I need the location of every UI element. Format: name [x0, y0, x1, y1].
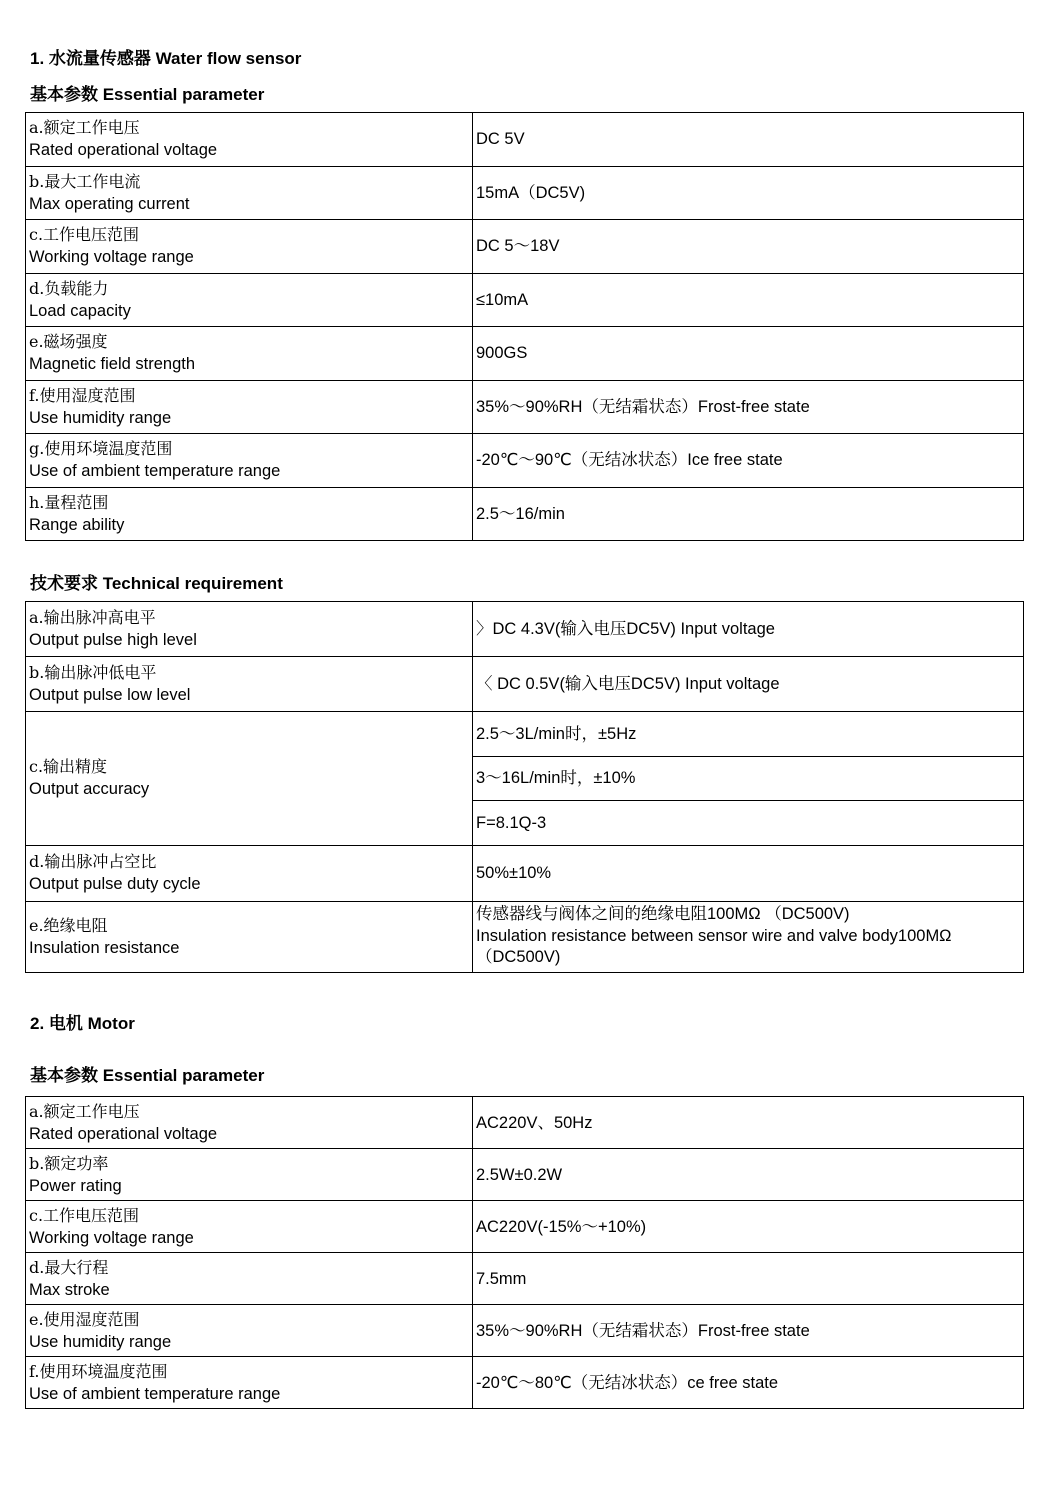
- param-label-cell: f.使用湿度范围 Use humidity range: [26, 380, 473, 434]
- table-row: [26, 602, 1024, 657]
- table-row: [26, 380, 1024, 434]
- param-value-cell: 35%～90%RH（无结霜状态）Frost-free state: [473, 380, 1024, 434]
- param-value-cell: 7.5mm: [473, 1253, 1024, 1305]
- param-label-cell: c.输出精度 Output accuracy: [26, 712, 473, 846]
- param-label-cell: c.工作电压范围 Working voltage range: [26, 220, 473, 274]
- table-row: [26, 220, 1024, 274]
- table-row: [26, 845, 1024, 901]
- param-label-cell: e.绝缘电阻 Insulation resistance: [26, 901, 473, 972]
- param-value-cell: F=8.1Q-3: [473, 801, 1024, 846]
- param-value-cell: 〈 DC 0.5V(输入电压DC5V) Input voltage: [473, 657, 1024, 712]
- param-label-cell: a.额定工作电压 Rated operational voltage: [26, 113, 473, 167]
- param-label-cell: h.量程范围 Range ability: [26, 487, 473, 541]
- param-value-cell: -20℃～80℃（无结冰状态）ce free state: [473, 1357, 1024, 1409]
- table-row: [26, 166, 1024, 220]
- param-value-cell: 3～16L/min时，±10%: [473, 756, 1024, 801]
- param-label-cell: b.最大工作电流 Max operating current: [26, 166, 473, 220]
- param-value-cell: DC 5～18V: [473, 220, 1024, 274]
- param-label-cell: f.使用环境温度范围 Use of ambient temperature range: [26, 1357, 473, 1409]
- param-label-cell: d.负载能力 Load capacity: [26, 273, 473, 327]
- table-row: [26, 327, 1024, 381]
- param-value-cell: 〉DC 4.3V(输入电压DC5V) Input voltage: [473, 602, 1024, 657]
- param-label-cell: b.输出脉冲低电平 Output pulse low level: [26, 657, 473, 712]
- param-label-cell: d.最大行程 Max stroke: [26, 1253, 473, 1305]
- table-row: [26, 1149, 1024, 1201]
- sensor-essential-table: [25, 112, 1024, 541]
- table-row: [26, 273, 1024, 327]
- motor-essential-table: [25, 1096, 1024, 1409]
- table-row: [26, 113, 1024, 167]
- param-label-cell: c.工作电压范围 Working voltage range: [26, 1201, 473, 1253]
- param-value-cell: AC220V(-15%～+10%): [473, 1201, 1024, 1253]
- table-row: [26, 487, 1024, 541]
- param-value-cell: 2.5～16/min: [473, 487, 1024, 541]
- table-row: [26, 1305, 1024, 1357]
- technical-requirement-table: [25, 601, 1024, 973]
- param-label-cell: g.使用环境温度范围 Use of ambient temperature range: [26, 434, 473, 488]
- table-row: [26, 657, 1024, 712]
- table-row: [26, 901, 1024, 972]
- param-label-cell: a.额定工作电压 Rated operational voltage: [26, 1097, 473, 1149]
- section-1-essential-title: 基本参数 Essential parameter: [30, 85, 265, 104]
- param-label-cell: b.额定功率 Power rating: [26, 1149, 473, 1201]
- param-value-cell: -20℃～90℃（无结冰状态）Ice free state: [473, 434, 1024, 488]
- param-value-cell: 900GS: [473, 327, 1024, 381]
- param-label-cell: a.输出脉冲高电平 Output pulse high level: [26, 602, 473, 657]
- technical-requirement-title: 技术要求 Technical requirement: [30, 574, 283, 593]
- table-row: [26, 712, 1024, 757]
- param-value-cell: 2.5W±0.2W: [473, 1149, 1024, 1201]
- param-value-cell: 2.5～3L/min时，±5Hz: [473, 712, 1024, 757]
- param-value-cell: 35%～90%RH（无结霜状态）Frost-free state: [473, 1305, 1024, 1357]
- section-1-title: 1. 水流量传感器 Water flow sensor: [30, 49, 302, 68]
- param-value-cell: DC 5V: [473, 113, 1024, 167]
- param-value-cell: 50%±10%: [473, 845, 1024, 901]
- param-label-cell: d.输出脉冲占空比 Output pulse duty cycle: [26, 845, 473, 901]
- param-value-cell: ≤10mA: [473, 273, 1024, 327]
- param-value-cell: 传感器线与阀体之间的绝缘电阻100MΩ （DC500V) Insulation resistance between sensor wire and valve body100MΩ （DC500V): [473, 901, 1024, 972]
- section-2-essential-title: 基本参数 Essential parameter: [30, 1066, 265, 1085]
- table-row: [26, 434, 1024, 488]
- param-value-cell: 15mA（DC5V): [473, 166, 1024, 220]
- param-label-cell: e.使用湿度范围 Use humidity range: [26, 1305, 473, 1357]
- table-row: [26, 1097, 1024, 1149]
- table-row: [26, 1253, 1024, 1305]
- table-row: [26, 1357, 1024, 1409]
- table-row: [26, 1201, 1024, 1253]
- param-label-cell: e.磁场强度 Magnetic field strength: [26, 327, 473, 381]
- param-value-cell: AC220V、50Hz: [473, 1097, 1024, 1149]
- section-2-title: 2. 电机 Motor: [30, 1014, 135, 1033]
